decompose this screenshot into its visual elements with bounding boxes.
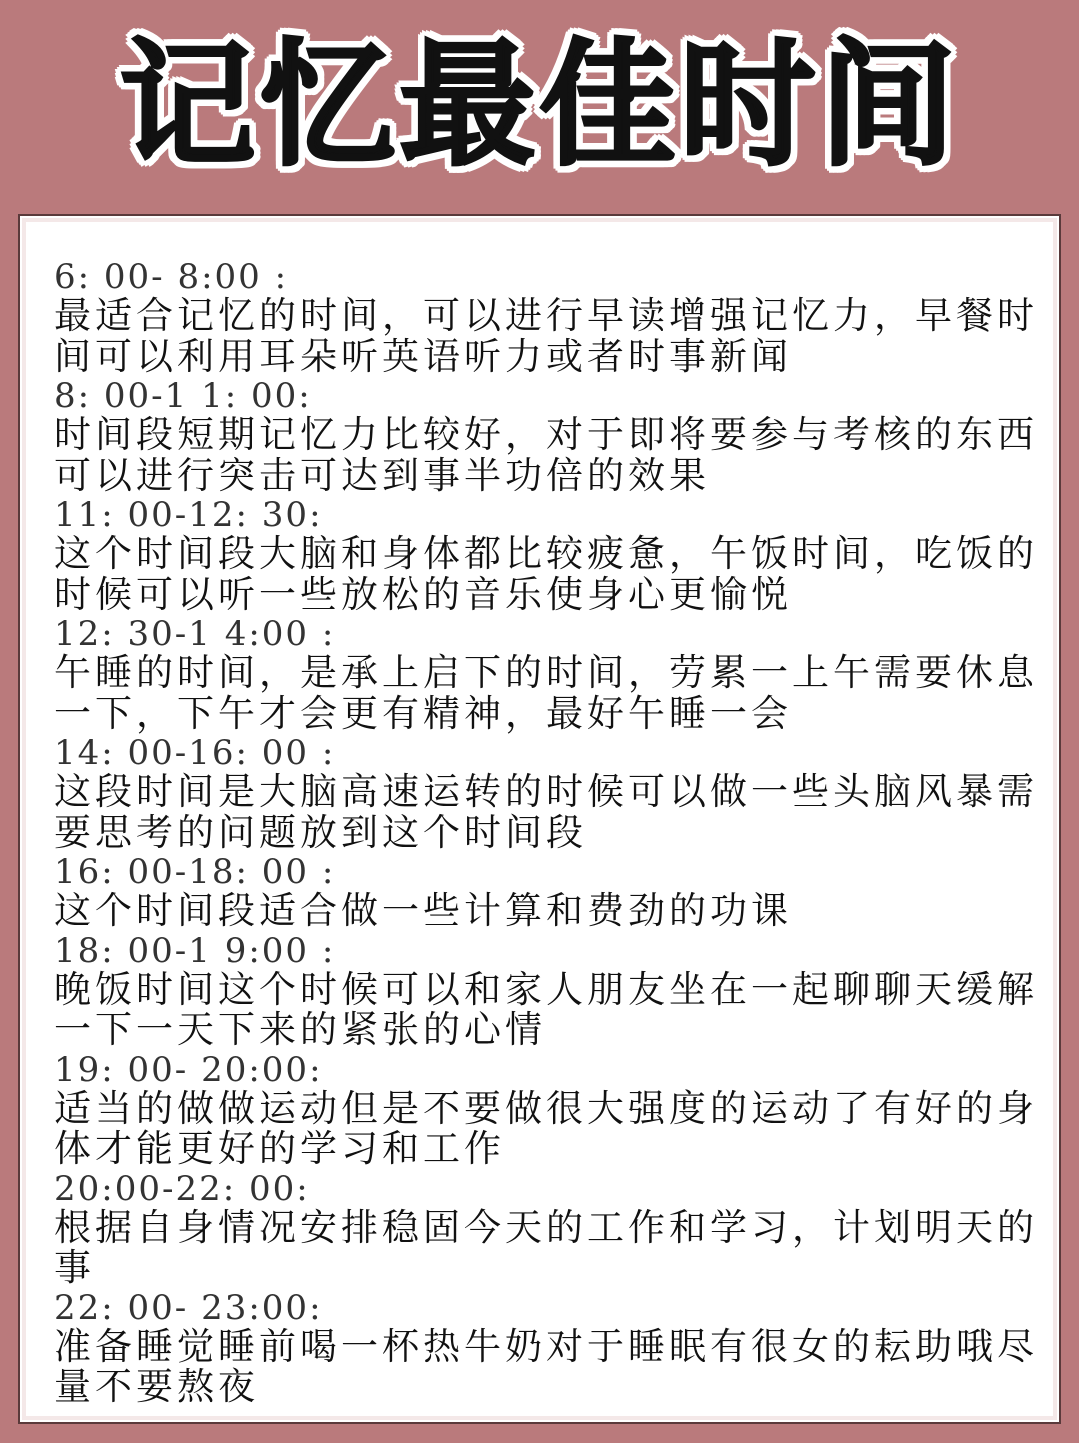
time-range: 11: 00-12: 30:: [54, 495, 323, 535]
title-banner: [0, 0, 1079, 208]
time-description: 这段时间是大脑高速运转的时候可以做一些头脑风暴需要思考的问题放到这个时间段: [54, 770, 1038, 854]
time-range: 16: 00-18: 00 :: [54, 852, 336, 892]
time-description: 准备睡觉睡前喝一杯热牛奶对于睡眠有很女的耘助哦尽量不要熬夜: [54, 1324, 1038, 1408]
schedule-entry: [54, 734, 1044, 853]
time-description: 这个时间段大脑和身体都比较疲惫，午饭时间，吃饭的时候可以听一些放松的音乐使身心更愉悦: [54, 532, 1038, 616]
time-range: 14: 00-16: 00 :: [54, 733, 336, 773]
schedule-entry: [54, 853, 1044, 932]
schedule-entry: [54, 615, 1044, 734]
page-title: 记忆最佳时间: [119, 27, 960, 185]
content-panel: [18, 214, 1061, 1424]
time-description: 最适合记忆的时间，可以进行早读增强记忆力，早餐时间可以利用耳朵听英语听力或者时事新闻: [54, 294, 1038, 378]
schedule-entry: [54, 377, 1044, 496]
schedule-entry: [54, 258, 1044, 377]
time-range: 20:00-22: 00:: [54, 1168, 310, 1209]
time-description: 晚饭时间这个时候可以和家人朋友坐在一起聊聊天缓解一下一天下来的紧张的心情: [54, 967, 1038, 1051]
time-range: 12: 30-1 4:00 :: [54, 614, 336, 654]
time-description: 根据自身情况安排稳固今天的工作和学习，计划明天的事: [54, 1205, 1038, 1289]
time-range: 6: 00- 8:00 :: [54, 257, 289, 297]
time-description: 这个时间段适合做一些计算和费劲的功课: [54, 889, 792, 932]
schedule-entry: [54, 1289, 1044, 1408]
time-range: 8: 00-1 1: 00:: [54, 376, 312, 416]
schedule-entry: [54, 496, 1044, 615]
time-range: 22: 00- 23:00:: [54, 1287, 323, 1328]
schedule-entry: [54, 1051, 1044, 1170]
time-range: 18: 00-1 9:00 :: [54, 930, 336, 971]
time-description: 时间段短期记忆力比较好，对于即将要参与考核的东西可以进行突击可达到事半功倍的效果: [54, 413, 1038, 497]
time-description: 适当的做做运动但是不要做很大强度的运动了有好的身体才能更好的学习和工作: [54, 1086, 1038, 1170]
schedule-entry: [54, 1170, 1044, 1289]
schedule-list: [54, 258, 1044, 1408]
time-description: 午睡的时间，是承上启下的时间，劳累一上午需要休息一下，下午才会更有精神，最好午睡一会: [54, 651, 1038, 735]
schedule-entry: [54, 932, 1044, 1051]
time-range: 19: 00- 20:00:: [54, 1049, 323, 1090]
